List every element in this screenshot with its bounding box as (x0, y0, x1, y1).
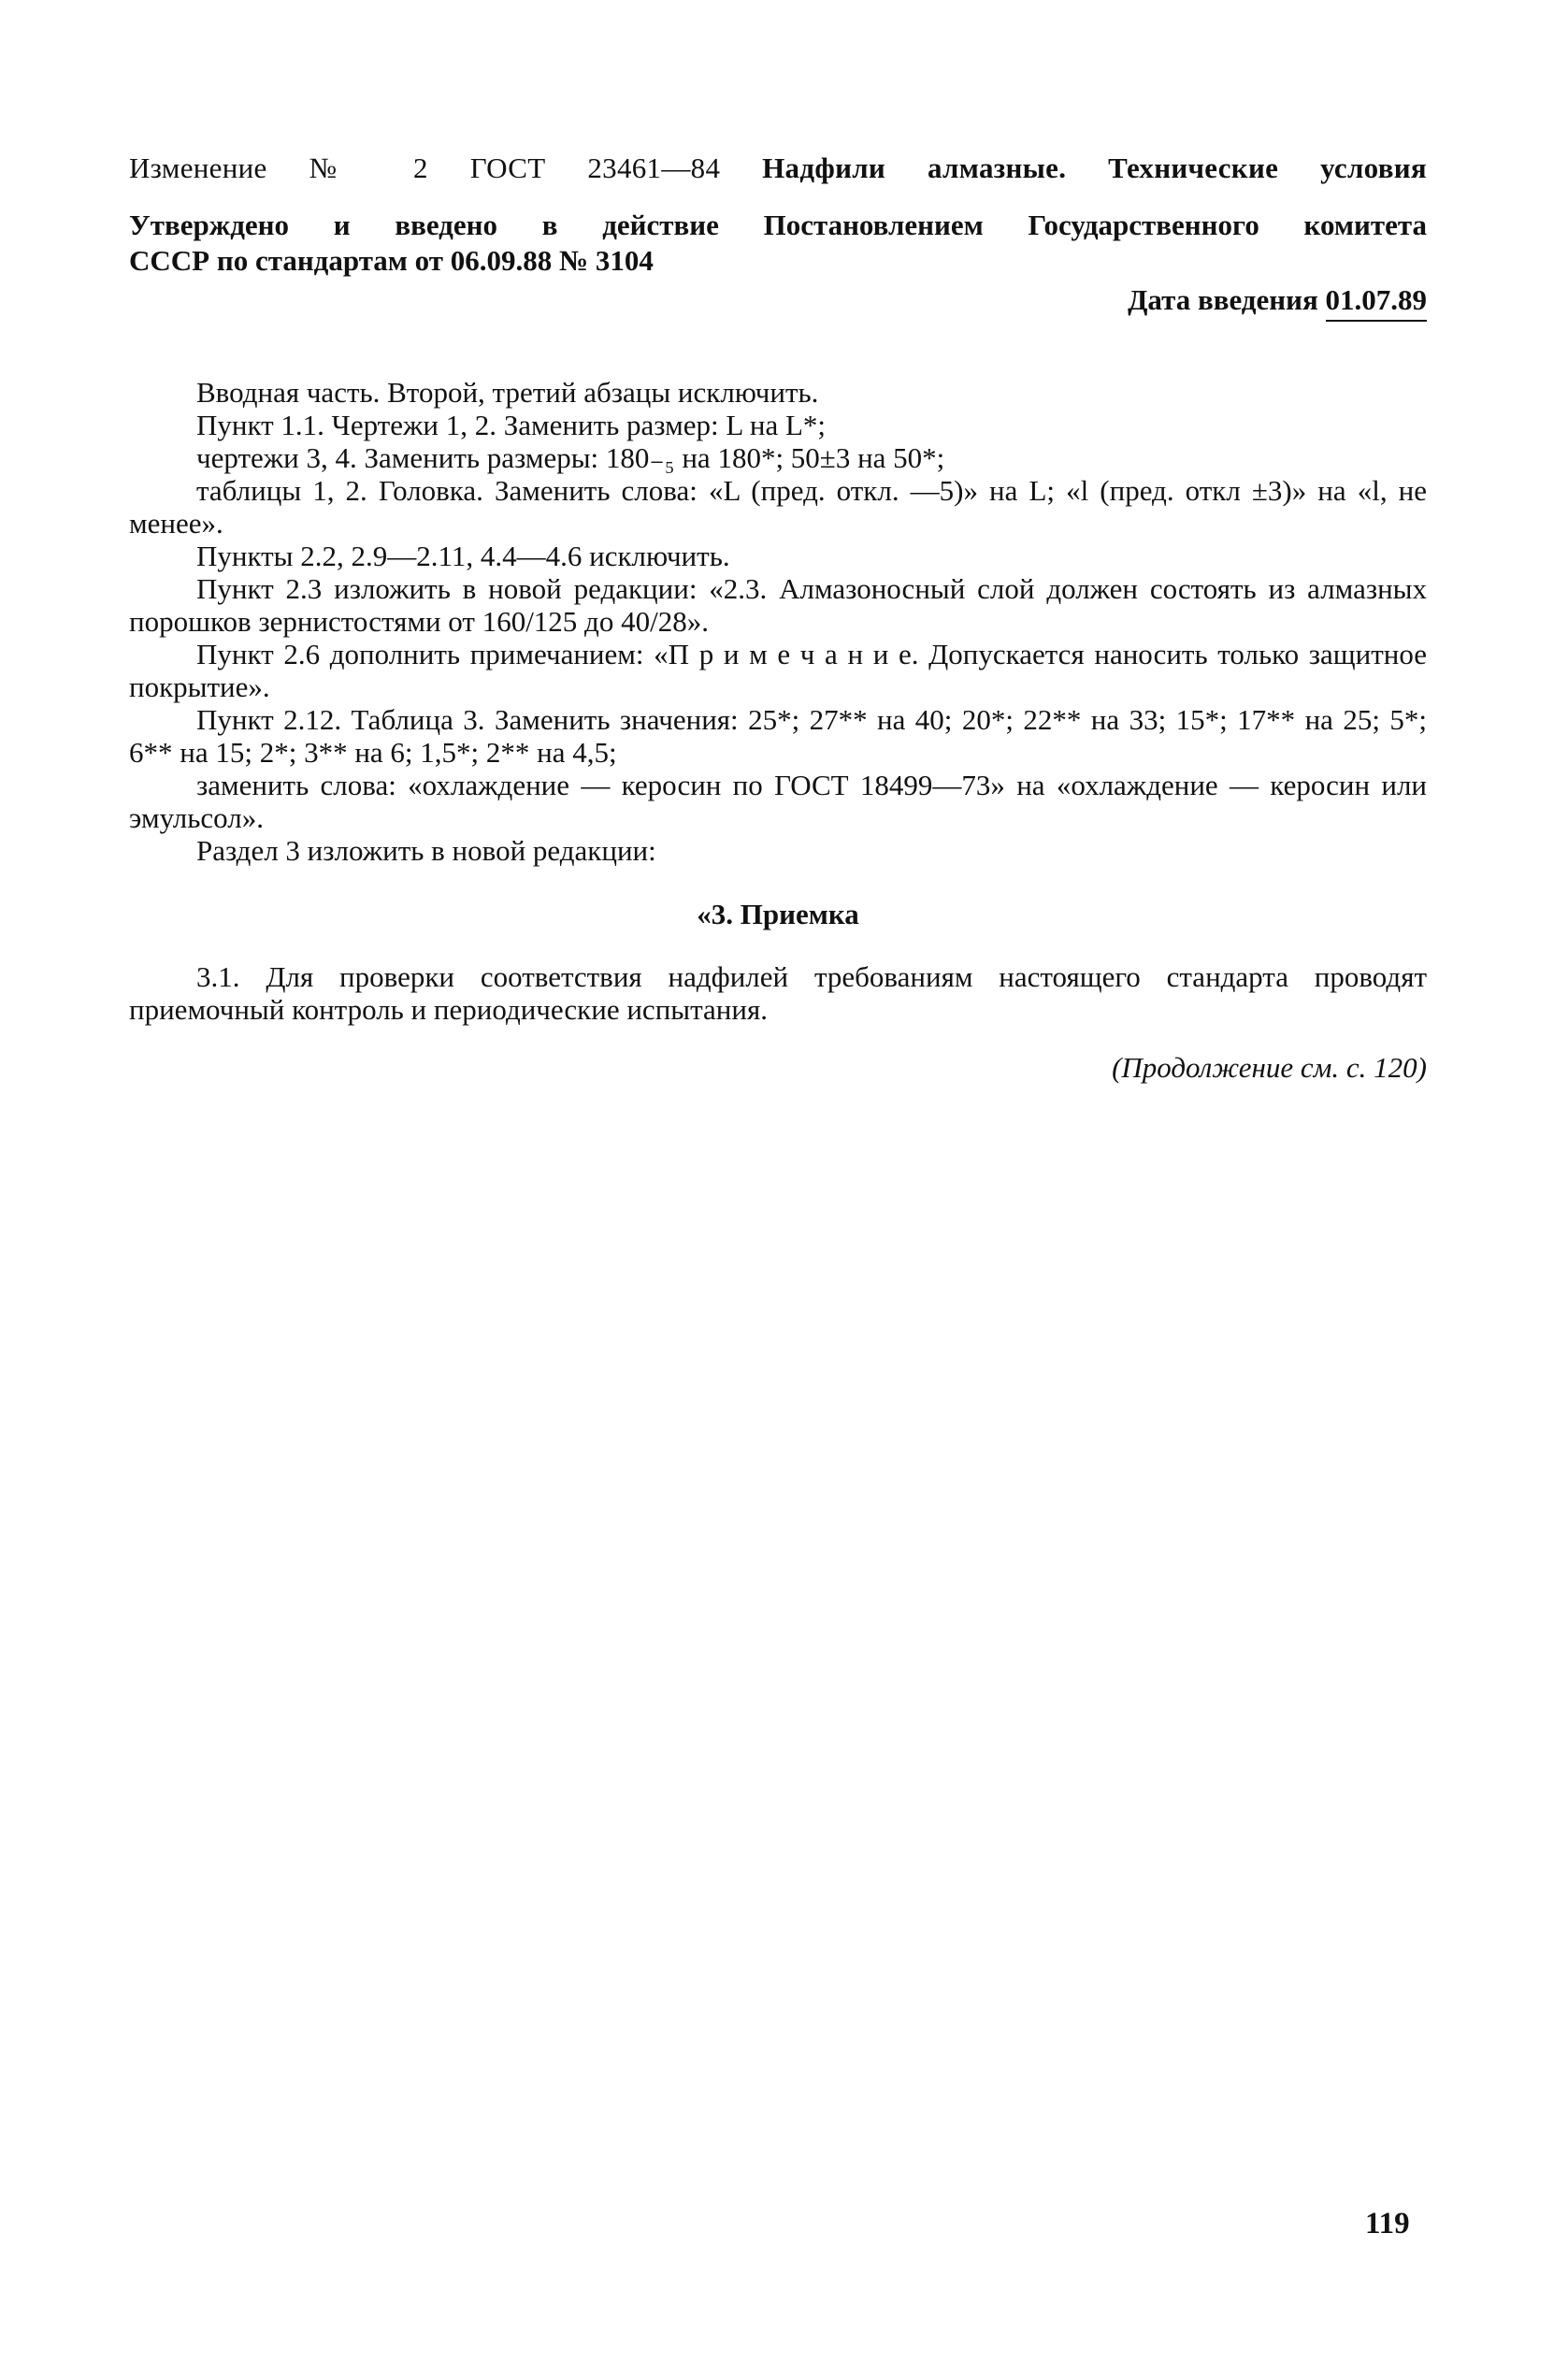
effective-date-label: Дата введения (1128, 283, 1318, 316)
continuation-note: (Продолжение см. с. 120) (1112, 1051, 1427, 1084)
effective-date-value: 01.07.89 (1326, 282, 1428, 322)
paragraph: заменить слова: «охлаждение — керосин по ГОСТ 18499—73» на «охлаждение — керосин или эмульсол». (129, 769, 1427, 834)
approval-block (129, 208, 1427, 279)
amendment-body (129, 376, 1427, 1086)
paragraph: Раздел 3 изложить в новой редакции: (196, 834, 656, 867)
section-title: «3. Приемка (697, 898, 859, 930)
paragraph: чертежи 3, 4. Заменить размеры: 180₋₅ на 180*; 50±3 на 50*; (196, 441, 945, 474)
page-content (129, 150, 1427, 1086)
paragraph: Пункт 2.3 изложить в новой редакции: «2.3. Алмазоносный слой должен состоять из алмазных порошков зернистостями от 160/125 до 40/28». (129, 572, 1427, 638)
document-title: Надфили алмазные. Технические условия (762, 151, 1427, 184)
paragraph: Пункты 2.2, 2.9—2.11, 4.4—4.6 исключить. (196, 540, 730, 572)
approval-line-1: Утверждено и введено в действие Постановлением Государственного комитета (129, 209, 1427, 241)
page-number: 119 (1365, 2207, 1410, 2241)
paragraph: Вводная часть. Второй, третий абзацы исключить. (196, 376, 819, 409)
paragraph: Пункт 2.12. Таблица 3. Заменить значения: 25*; 27** на 40; 20*; 22** на 33; 15*; 17** на 25; 5*; 6** на 15; 2*; 3** на 6; 1,5*; 2** на 4,5; (129, 703, 1427, 769)
standard-number: ГОСТ 23461—84 (469, 151, 721, 184)
effective-date (129, 282, 1427, 322)
paragraph: таблицы 1, 2. Головка. Заменить слова: «L (пред. откл. —5)» на L; «l (пред. откл ±3)» на «l, не менее». (129, 474, 1427, 540)
amendment-header (129, 150, 1427, 187)
section-paragraph: 3.1. Для проверки соответствия надфилей требованиям настоящего стандарта проводят приемочный контроль и периодические испытания. (129, 960, 1427, 1026)
approval-line-2: СССР по стандартам от 06.09.88 № 3104 (129, 244, 654, 277)
paragraph: Пункт 1.1. Чертежи 1, 2. Заменить размер: L на L*; (196, 409, 827, 441)
paragraph: Пункт 2.6 дополнить примечанием: «П р и м е ч а н и е. Допускается наносить только защитное покрытие». (129, 638, 1427, 703)
change-label: Изменение № 2 (129, 151, 428, 184)
